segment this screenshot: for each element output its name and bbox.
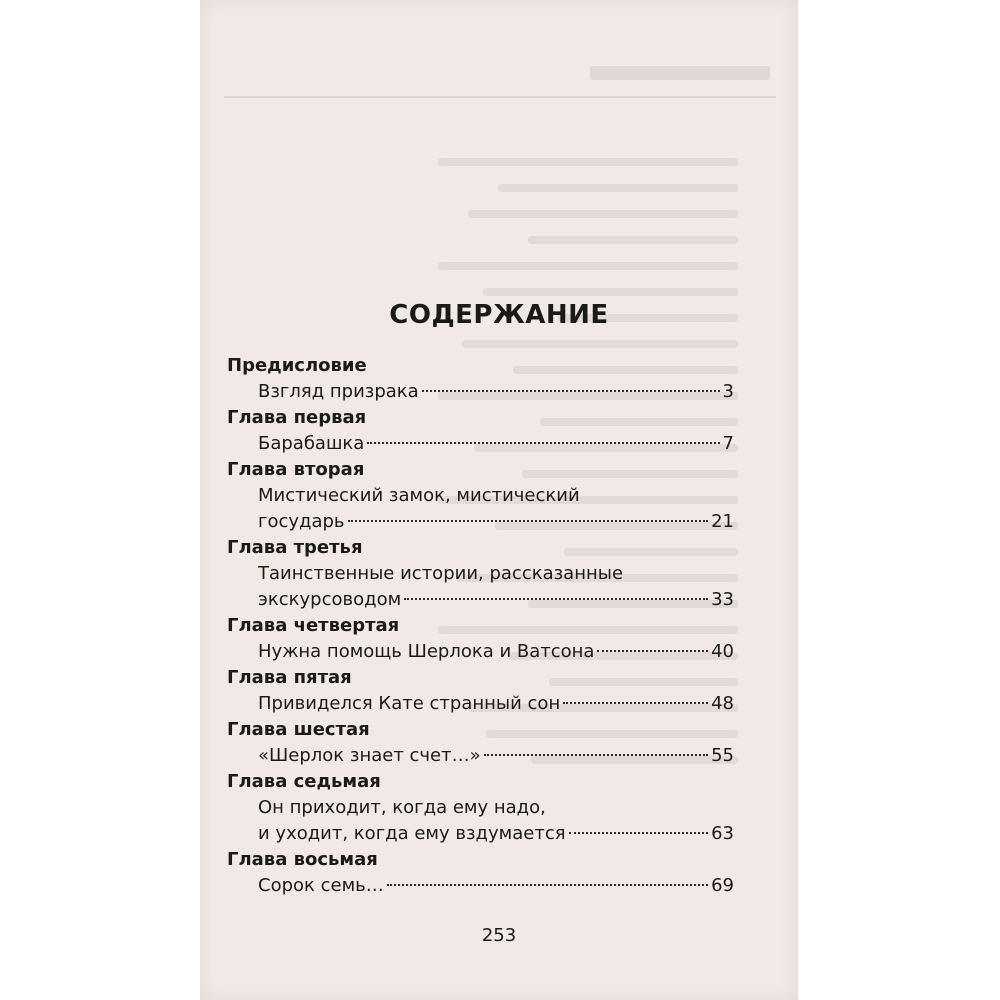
dot-leader — [348, 520, 709, 522]
toc-entry-line — [258, 379, 734, 405]
toc-chapter-heading: Глава вторая — [227, 459, 365, 480]
toc-entry-title: Взгляд призрака — [258, 381, 419, 402]
toc-page-number: 3 — [722, 381, 734, 402]
toc-entry — [227, 639, 734, 665]
toc-entry — [227, 561, 734, 613]
table-of-contents — [227, 353, 734, 899]
toc-chapter-heading: Глава седьмая — [227, 771, 381, 792]
toc-entry-line — [258, 587, 734, 613]
book-page — [200, 0, 798, 1000]
toc-entry-title: Барабашка — [258, 433, 365, 454]
toc-entry-line — [258, 509, 734, 535]
toc-entry — [227, 431, 734, 457]
toc-entry-line — [258, 873, 734, 899]
toc-entry-line — [258, 795, 734, 821]
toc-entry-title: Он приходит, когда ему надо, — [258, 797, 546, 818]
dot-leader — [484, 754, 708, 756]
toc-chapter-heading: Глава шестая — [227, 719, 370, 740]
toc-entry-line — [258, 431, 734, 457]
toc-page-number: 63 — [711, 823, 734, 844]
toc-entry-line — [258, 691, 734, 717]
toc-entry-title: экскурсоводом — [258, 589, 402, 610]
toc-entry-title: Нужна помощь Шерлока и Ватсона — [258, 641, 595, 662]
toc-chapter-heading: Глава третья — [227, 537, 363, 558]
toc-page-number: 33 — [711, 589, 734, 610]
toc-chapter-heading: Глава первая — [227, 407, 367, 428]
bleed-through-heading — [590, 66, 770, 80]
toc-entry-line — [258, 483, 734, 509]
dot-leader — [569, 832, 709, 834]
page-number: 253 — [481, 925, 517, 946]
toc-chapter-heading: Глава пятая — [227, 667, 352, 688]
toc-entry-title: Сорок семь… — [258, 875, 384, 896]
toc-entry-line — [258, 639, 734, 665]
toc-entry — [227, 483, 734, 535]
dot-leader — [367, 442, 719, 444]
toc-entry-line — [258, 561, 734, 587]
toc-entry-line — [258, 821, 734, 847]
dot-leader — [404, 598, 708, 600]
toc-entry-title: и уходит, когда ему вздумается — [258, 823, 566, 844]
toc-entry — [227, 691, 734, 717]
toc-page-number: 40 — [711, 641, 734, 662]
toc-chapter-heading: Глава восьмая — [227, 849, 378, 870]
toc-entry-title: Мистический замок, мистический — [258, 485, 580, 506]
toc-page-number: 48 — [711, 693, 734, 714]
toc-entry — [227, 743, 734, 769]
dot-leader — [563, 702, 708, 704]
toc-page-number: 69 — [711, 875, 734, 896]
toc-page-number: 55 — [711, 745, 734, 766]
toc-page-number: 7 — [722, 433, 734, 454]
toc-entry-title: государь — [258, 511, 345, 532]
dot-leader — [597, 650, 708, 652]
toc-page-number: 21 — [711, 511, 734, 532]
toc-chapter-heading: Предисловие — [227, 355, 367, 376]
toc-entry — [227, 795, 734, 847]
dot-leader — [422, 390, 720, 392]
toc-entry-title: Таинственные истории, рассказанные — [258, 563, 624, 584]
toc-chapter-heading: Глава четвертая — [227, 615, 400, 636]
toc-entry — [227, 873, 734, 899]
dot-leader — [387, 884, 708, 886]
toc-entry — [227, 379, 734, 405]
toc-entry-title: Привиделся Кате странный сон — [258, 693, 561, 714]
toc-entry-line — [258, 743, 734, 769]
bleed-through-rule — [224, 96, 776, 98]
page-title: СОДЕРЖАНИЕ — [389, 300, 609, 330]
toc-entry-title: «Шерлок знает счет…» — [258, 745, 481, 766]
